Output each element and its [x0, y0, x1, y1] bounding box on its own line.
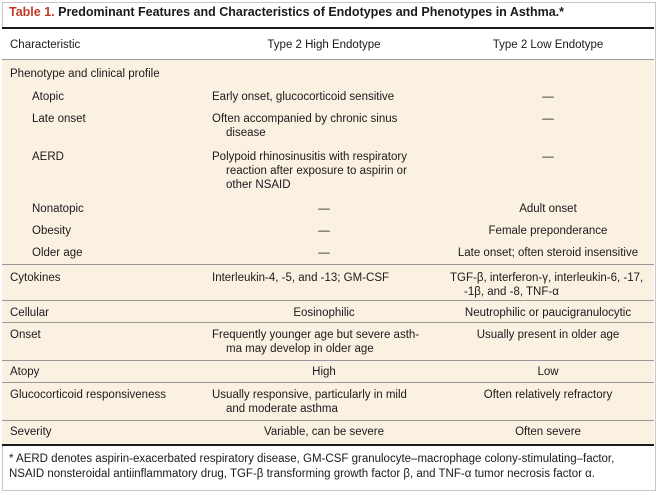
table-row: [2, 220, 654, 242]
row-characteristic: Severity: [10, 426, 52, 438]
header-top-rule: [2, 27, 654, 29]
row-low: Often relatively refractory: [483, 389, 613, 401]
table-row: [2, 360, 654, 382]
row-high-line: Usually responsive, particularly in mild: [212, 389, 407, 401]
table-caption: Predominant Features and Characteristics of Endotypes and Phenotypes in Asthma.*: [58, 5, 565, 19]
row-low: Late onset; often steroid insensitive: [457, 247, 639, 259]
row-high-line: other NSAID: [226, 179, 291, 191]
row-high-line: reaction after exposure to aspirin or: [226, 165, 407, 177]
row-high: Early onset, glucocorticoid sensitive: [212, 91, 395, 103]
row-characteristic: Atopy: [10, 366, 40, 378]
header-characteristic: Characteristic: [10, 39, 81, 51]
table-row: [2, 60, 654, 84]
row-low: Neutrophilic or paucigranulocytic: [464, 307, 632, 319]
row-high: [212, 388, 436, 416]
row-high-line: and moderate asthma: [226, 403, 338, 415]
table-row: [2, 300, 654, 322]
row-characteristic: Cellular: [10, 307, 49, 319]
table-row: [2, 198, 654, 220]
row-low: [450, 271, 646, 299]
row-characteristic: Glucocorticoid responsiveness: [10, 389, 166, 401]
table-title: [9, 5, 564, 19]
row-high: —: [318, 225, 330, 237]
table-row: [2, 106, 654, 144]
row-low: —: [542, 91, 554, 103]
row-high: —: [318, 203, 330, 215]
row-characteristic: Obesity: [32, 225, 71, 237]
row-high-line: Often accompanied by chronic sinus: [212, 113, 398, 125]
footnote-line: * AERD denotes aspirin-exacerbated respiratory disease, GM-CSF granulocyte–macrophage colony-stimulating–factor,: [9, 453, 615, 465]
row-characteristic: Older age: [32, 247, 83, 259]
row-low: —: [542, 151, 554, 163]
table-bottom-rule: [2, 444, 654, 446]
row-characteristic: Late onset: [32, 113, 86, 125]
row-high-line: disease: [226, 127, 266, 139]
row-high-line: Frequently younger age but severe asth-: [212, 329, 420, 341]
table-header-row: [2, 29, 654, 59]
table-row: [2, 242, 654, 264]
row-characteristic: Onset: [10, 329, 41, 341]
row-high: Eosinophilic: [293, 307, 355, 319]
table-row: [2, 420, 654, 444]
row-characteristic: Cytokines: [10, 272, 61, 284]
row-characteristic: AERD: [32, 151, 64, 163]
row-low: Low: [537, 366, 559, 378]
footnote-line: NSAID nonsteroidal antiinflammatory drug, TGF-β transforming growth factor β, and TNF-α tumor necrosis factor α.: [9, 468, 595, 480]
table-row: [2, 264, 654, 300]
table-label: Table 1.: [9, 5, 55, 19]
row-high: High: [312, 366, 336, 378]
row-high: Variable, can be severe: [264, 426, 384, 438]
table-row: [2, 144, 654, 198]
table-row: [2, 382, 654, 420]
row-characteristic: Atopic: [32, 91, 64, 103]
row-high: [212, 112, 436, 140]
row-high-line: ma may develop in older age: [226, 343, 374, 355]
table-row: [2, 84, 654, 106]
row-low: —: [542, 113, 554, 125]
table-footnote: [9, 452, 649, 482]
row-low: Usually present in older age: [476, 329, 620, 341]
row-low: Often severe: [515, 426, 581, 438]
row-high: [212, 150, 436, 192]
row-high: —: [318, 247, 330, 259]
row-characteristic: Phenotype and clinical profile: [10, 68, 160, 80]
row-low-line: -1β, and -8, TNF-α: [464, 286, 559, 298]
row-high: [212, 328, 436, 356]
row-low: Female preponderance: [488, 225, 608, 237]
row-high: Interleukin-4, -5, and -13; GM-CSF: [212, 272, 390, 284]
header-type2-low: Type 2 Low Endotype: [492, 39, 604, 51]
table-row: [2, 322, 654, 360]
row-low-line: TGF-β, interferon-γ, interleukin-6, -17,: [450, 272, 644, 284]
row-low: Adult onset: [519, 203, 577, 215]
row-characteristic: Nonatopic: [32, 203, 84, 215]
row-high-line: Polypoid rhinosinusitis with respiratory: [212, 151, 407, 163]
header-type2-high: Type 2 High Endotype: [267, 39, 381, 51]
